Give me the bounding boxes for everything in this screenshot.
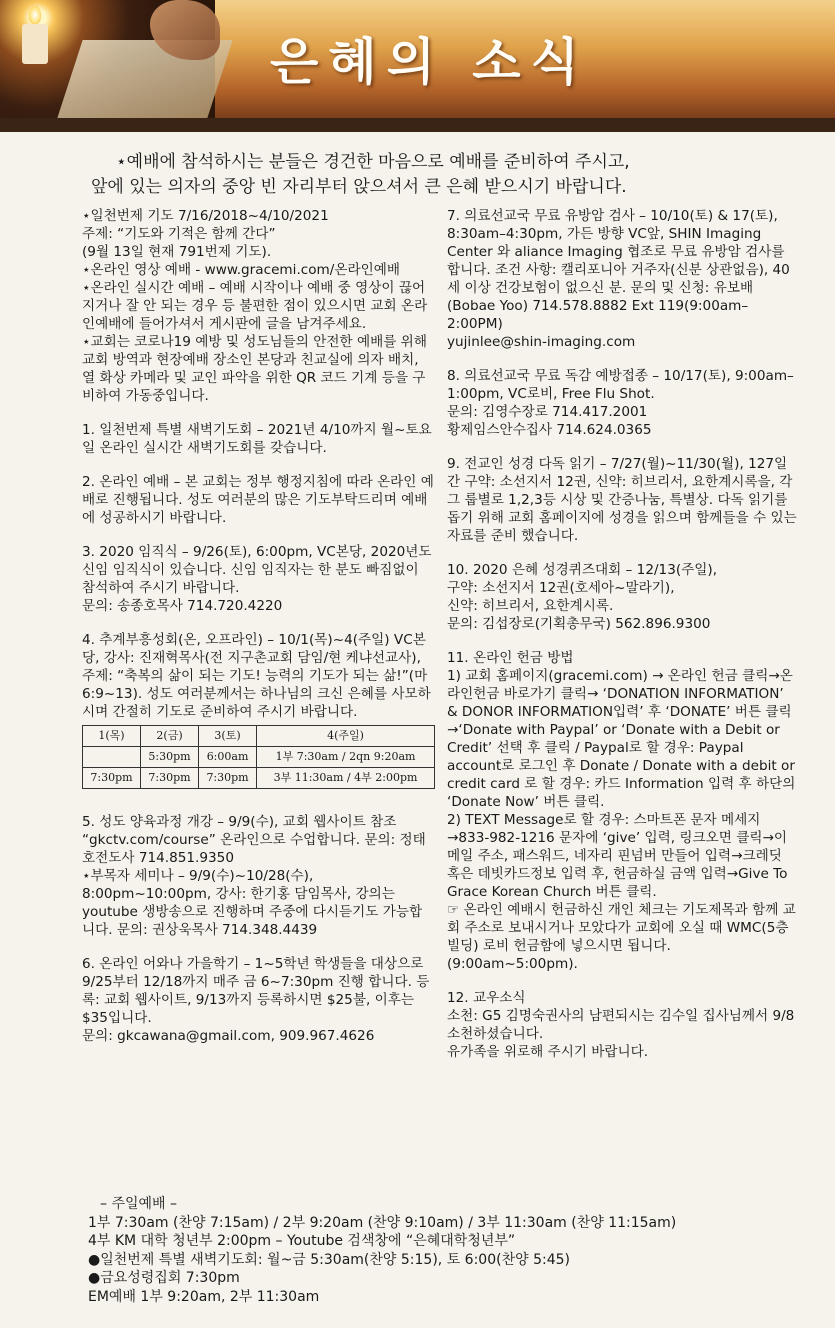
notice-line: 1) 교회 홈페이지(gracemi.com) → 온라인 헌금 클릭→온라인헌금 바로가기 클릭→ ‘DONATION INFORMATION’ & DONOR INFORMATION입력’ 후 ‘DONATE’ 버튼 클릭→‘Donate with Paypal’ or ‘Donate with a Debit or Credit’ 선택 후 클릭 / Paypal로 할 경우: Paypal account로 로그인 후 Donate / Donate with a debit or credit card 로 할 경우: 카드 Information 입력 후 하단의 ‘Donate Now’ 버튼 클릭. (447, 668, 796, 810)
notice-3 (82, 543, 435, 615)
notice-line: 문의: 김영수장로 714.417.2001 (447, 404, 648, 420)
notice-4 (82, 631, 435, 789)
footer-line: 1부 7:30am (찬양 7:15am) / 2부 9:20am (찬양 9:10am) / 3부 11:30am (찬양 11:15am) (88, 1214, 677, 1231)
worship-schedule-footer (88, 1195, 828, 1306)
header-divider (0, 118, 835, 132)
footer-heading: – 주일예배 – (100, 1196, 177, 1212)
notice-line: 5. 성도 양육과정 개강 – 9/9(수), 교회 웹사이트 참조 “gkctv.com/course” 온라인으로 수업합니다. 문의: 정태호전도사 714.851.9350 (82, 814, 426, 866)
notice-line: 10. 2020 은혜 성경퀴즈대회 – 12/13(주일), (447, 562, 718, 578)
notice-line: 12. 교우소식 (447, 990, 526, 1006)
table-header-cell: 1(목) (83, 726, 141, 747)
notice-line: 8. 의료선교국 무료 독감 예방접종 – 10/17(토), 9:00am–1:00pm, VC로비, Free Flu Shot. (447, 368, 794, 402)
intro-notice (91, 150, 816, 200)
notice-11 (447, 649, 797, 973)
footer-line: ●일천번제 특별 새벽기도회: 월~금 5:30am(찬양 5:15), 토 6:00(찬양 5:45) (88, 1251, 570, 1268)
notice-line: 소천: G5 김명숙권사의 남편되시는 김수일 집사님께서 9/8 소천하셨습니다. (447, 1008, 795, 1042)
notice-line: 유가족을 위로해 주시기 바랍니다. (447, 1044, 649, 1060)
page-title: 은혜의 소식 (270, 32, 589, 91)
notice-line: 신약: 히브리서, 요한계시록. (447, 598, 614, 614)
notice-line: ⋆교회는 코로나19 예방 및 성도님들의 안전한 예배를 위해 교회 방역과 현장예배 장소인 본당과 친교실에 의자 배치, 열 화상 카메라 및 교인 파악을 위한 QR 코드 기계 등을 구비하여 가동중입니다. (82, 334, 427, 404)
table-cell: 5:30pm (141, 747, 199, 768)
table-cell: 3부 11:30am / 4부 2:00pm (257, 768, 435, 789)
notice-line: 11. 온라인 헌금 방법 (447, 650, 574, 666)
notice-line: ⋆일천번제 기도 7/16/2018~4/10/2021 (82, 208, 329, 224)
intro-line: ⋆예배에 참석하시는 분들은 경건한 마음으로 예배를 준비하여 주시고, (116, 152, 630, 172)
notice-line: 황제임스안수집사 714.624.0365 (447, 422, 652, 438)
notice-line: 4. 추계부흥성회(온, 오프라인) – 10/1(목)~4(주일) VC본당, 강사: 진재혁목사(전 지구촌교회 담임/현 케냐선교사), 주제: “축복의 삶이 되는 기도! 능력의 기도가 되는 삶!”(마 6:9~13). 성도 여러분께서는 하나님의 크신 은혜를 사모하시며 간절히 기도로 준비하여 주시기 바랍니다. (82, 632, 431, 720)
notice-line: ☞ 온라인 예배시 헌금하신 개인 체크는 기도제목과 함께 교회 주소로 보내시거나 모았다가 교회에 오실 때 WMC(5층빌딩) 로비 헌금함에 넣으시면 됩니다. (9:00am~5:00pm). (447, 902, 796, 972)
notice-line: 9. 전교인 성경 다독 읽기 – 7/27(월)~11/30(월), 127일간 구약: 소선지서 12권, 신약: 히브리서, 요한계시록을, 각 그 룹별로 1,2,3등 시상 및 간증나눔, 특별상. 다독 읽기를 돕기 위해 교회 홈페이지에 성경을 읽으며 함께들을 수 있는 자료를 준비 했습니다. (447, 456, 797, 544)
notice-line: 구약: 소선지서 12권(호세아~말라기), (447, 580, 675, 596)
table-cell (83, 747, 141, 768)
notice-line: 2. 온라인 예배 – 본 교회는 정부 행정지침에 따라 온라인 예배로 진행됩니다. 성도 여러분의 많은 기도부탁드리며 예배에 성공하시기 바랍니다. (82, 474, 434, 526)
table-cell: 7:30pm (199, 768, 257, 789)
flame-icon (29, 6, 41, 24)
notice-line: yujinlee@shin-imaging.com (447, 334, 636, 350)
notice-line: 1. 일천번제 특별 새벽기도회 – 2021년 4/10까지 월~토요일 온라인 실시간 새벽기도회를 갖습니다. (82, 422, 432, 456)
notice-line: ⋆온라인 영상 예배 - www.gracemi.com/온라인예배 (82, 262, 401, 278)
header-banner (0, 0, 835, 118)
footer-line: 4부 KM 대학 청년부 2:00pm – Youtube 검색창에 “은혜대학청년부” (88, 1233, 516, 1249)
notice-line: 7. 의료선교국 무료 유방암 검사 – 10/10(토) & 17(토), 8:30am–4:30pm, 가든 방향 VC앞, SHIN Imaging Center 와 aliance Imaging 협조로 무료 유방암 검사를 합니다. 조건 사항: 캘리포니아 거주자(신분 상관없음), 40세 이상 건강보험이 없으신 분. 문의 및 신청: 유보배(Bobae Yoo) 714.578.8882 Ext 119(9:00am–2:00PM) (447, 208, 790, 332)
table-header-cell: 2(금) (141, 726, 199, 747)
notice-line: 6. 온라인 어와나 가을학기 – 1~5학년 학생들을 대상으로 9/25부터 12/18까지 매주 금 6~7:30pm 진행 합니다. 등록: 교회 웹사이트, 9/13까지 등록하시면 $25불, 이후는 $35입니다. (82, 956, 430, 1026)
notice-10 (447, 561, 797, 633)
table-header-cell: 3(토) (199, 726, 257, 747)
candle-bible-photo (0, 0, 215, 118)
notice-5 (82, 813, 435, 939)
table-row (83, 726, 435, 747)
notice-line: 문의: 송종호목사 714.720.4220 (82, 598, 283, 614)
notice-7 (447, 207, 797, 351)
intro-line: 앞에 있는 의자의 중앙 빈 자리부터 앉으셔서 큰 은혜 받으시기 바랍니다. (91, 177, 627, 197)
table-cell: 7:30pm (141, 768, 199, 789)
table-cell: 7:30pm (83, 768, 141, 789)
notice-line: 2) TEXT Message로 할 경우: 스마트폰 문자 메세지→833-982-1216 문자에 ‘give’ 입력, 링크오면 클릭→이메일 주소, 패스워드, 네자리 핀넘버 만들어 입력→크레딧 혹은 데빗카드정보 입력 후, 헌금하실 금액 입력→Give To Grace Korean Church 버튼 클릭. (447, 812, 788, 900)
notice-6 (82, 955, 435, 1045)
notice-general (82, 207, 435, 405)
notice-2 (82, 473, 435, 527)
revival-schedule-table (82, 725, 435, 789)
notice-line: ⋆부목자 세미나 – 9/9(수)~10/28(수), 8:00pm~10:00pm, 강사: 한기홍 담임목사, 강의는 youtube 생방송으로 진행하며 주중에 다시듣기도 가능합니다. 문의: 권상욱목사 714.348.4439 (82, 868, 423, 938)
notice-9 (447, 455, 797, 545)
notice-1 (82, 421, 435, 457)
notice-line: 3. 2020 임직식 – 9/26(토), 6:00pm, VC본당, 2020년도 신임 임직식이 있습니다. 신임 임직자는 한 분도 빠짐없이 참석하여 주시기 바랍니다. (82, 544, 432, 596)
notice-12 (447, 989, 797, 1061)
notice-line: 문의: gkcawana@gmail.com, 909.967.4626 (82, 1028, 375, 1044)
table-row (83, 768, 435, 789)
notice-line: ⋆온라인 실시간 예배 – 예배 시작이나 예배 중 영상이 끊어지거나 잘 안 되는 경우 등 불편한 점이 있으시면 교회 온라인예배에 들어가셔서 게시판에 글을 남겨주세요. (82, 280, 428, 332)
notice-line: 주제: “기도와 기적은 함께 간다” (82, 226, 276, 242)
right-column (447, 207, 797, 1077)
footer-line: ●금요성령집회 7:30pm (88, 1270, 240, 1286)
notice-line: (9월 13일 현재 791번제 기도). (82, 244, 272, 260)
table-cell: 1부 7:30am / 2qn 9:20am (257, 747, 435, 768)
table-header-cell: 4(주일) (257, 726, 435, 747)
candle-icon (22, 24, 48, 64)
footer-line: EM예배 1부 9:20am, 2부 11:30am (88, 1288, 320, 1305)
notice-line: 문의: 김섭장로(기획총무국) 562.896.9300 (447, 616, 711, 632)
table-cell: 6:00am (199, 747, 257, 768)
table-row (83, 747, 435, 768)
notice-8 (447, 367, 797, 439)
left-column (82, 207, 435, 1061)
